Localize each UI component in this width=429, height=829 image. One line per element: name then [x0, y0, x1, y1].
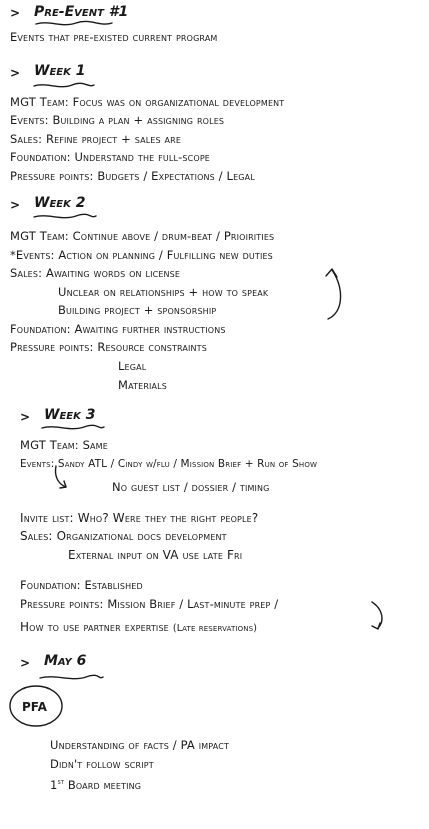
- week3-invite-list: Invite list: Who? Were they the right people?: [20, 511, 259, 525]
- may6-board-meeting: [50, 775, 141, 792]
- week3-sales-line2: External input on VA use late Fri: [68, 548, 243, 562]
- week1-heading: Week 1: [34, 63, 86, 79]
- week2-mgt-team: MGT Team: Continue above / drum-beat / Prioirities: [10, 229, 275, 243]
- week2-pressure-points: Pressure points: Resource constraints: [10, 340, 207, 354]
- week3-partner-expertise: How to use partner expertise: [20, 620, 169, 634]
- section-marker: >: [10, 6, 21, 20]
- pre-event-line: Events that pre-existed current program: [10, 30, 218, 44]
- week2-sales: Sales: Awaiting words on license: [10, 266, 181, 280]
- week2-foundation: Foundation: Awaiting further instructions: [10, 322, 226, 336]
- week2-heading: Week 2: [34, 195, 86, 211]
- section-marker: >: [20, 656, 31, 670]
- section-marker: >: [10, 66, 21, 80]
- board-meeting-text: Board meeting: [67, 777, 142, 792]
- pfa-circled-label: PFA: [22, 700, 47, 714]
- week3-late-reservations: (Late reservations): [172, 623, 258, 634]
- week3-pressure-points: Pressure points: Mission Brief / Last-minute prep /: [20, 597, 279, 611]
- week1-mgt-team: MGT Team: Focus was on organizational development: [10, 95, 285, 109]
- week3-sales: Sales: Organizational docs development: [20, 529, 227, 543]
- week2-sales-line2: Unclear on relationships + how to speak: [58, 285, 269, 299]
- ordinal-suffix: st: [57, 778, 64, 786]
- week1-foundation: Foundation: Understand the full-scope: [10, 150, 210, 164]
- may6-heading: May 6: [44, 653, 87, 669]
- week3-foundation: Foundation: Established: [20, 578, 143, 592]
- week3-mgt-team: MGT Team: Same: [20, 438, 108, 452]
- week1-sales: Sales: Refine project + sales are: [10, 132, 182, 146]
- week3-heading: Week 3: [44, 407, 96, 423]
- week2-pressure-materials: Materials: [118, 378, 167, 392]
- week1-events: Events: Building a plan + assigning roles: [10, 113, 225, 127]
- may6-script: Didn't follow script: [50, 757, 154, 771]
- week3-pressure-line2: [20, 620, 257, 636]
- week3-events-line2: No guest list / dossier / timing: [112, 480, 270, 494]
- week2-pressure-legal: Legal: [118, 359, 147, 373]
- pre-event-heading: Pre-Event #1: [34, 4, 129, 20]
- section-marker: >: [10, 198, 21, 212]
- section-marker: >: [20, 410, 31, 424]
- week2-sales-line3: Building project + sponsorship: [58, 303, 217, 317]
- week2-events: *Events: Action on planning / Fulfilling new duties: [10, 248, 273, 262]
- week3-events: Events: Sandy ATL / Cindy w/flu / Mission Brief + Run of Show: [20, 458, 318, 470]
- ordinal-number: 1: [50, 777, 58, 792]
- may6-facts: Understanding of facts / PA impact: [50, 738, 230, 752]
- week1-pressure-points: Pressure points: Budgets / Expectations / Legal: [10, 169, 255, 183]
